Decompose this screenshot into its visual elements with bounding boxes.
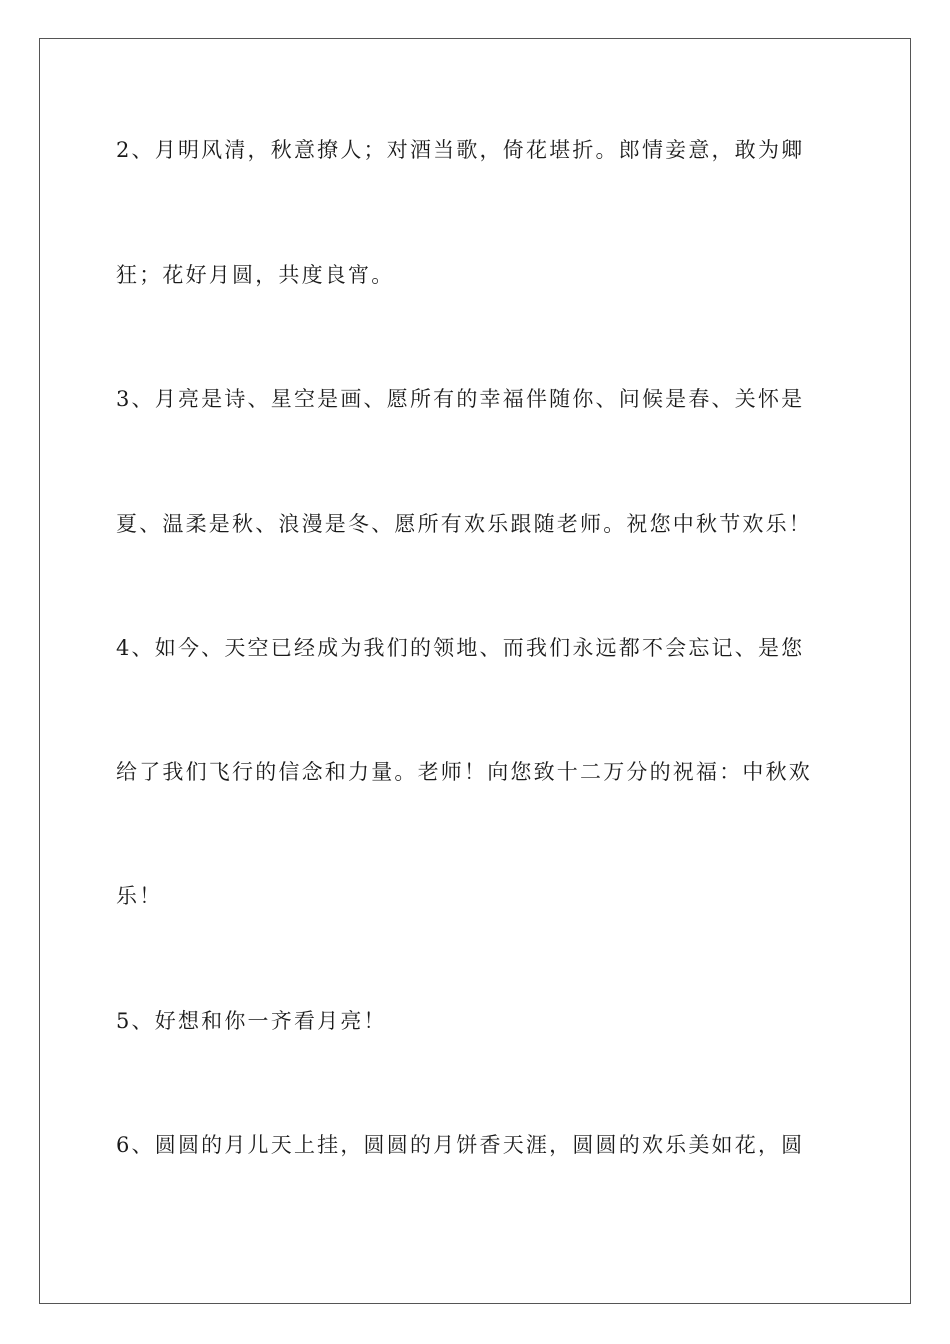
text-line: 乐！	[116, 884, 163, 908]
text-line: 6、圆圆的月儿天上挂，圆圆的月饼香天涯，圆圆的欢乐美如花，圆	[116, 1133, 805, 1157]
text-line: 夏、温柔是秋、浪漫是冬、愿所有欢乐跟随老师。祝您中秋节欢乐！	[116, 512, 812, 536]
text-line: 狂；花好月圆，共度良宵。	[116, 263, 395, 287]
text-line: 5、好想和你一齐看月亮！	[116, 1009, 387, 1033]
text-line: 3、月亮是诗、星空是画、愿所有的幸福伴随你、问候是春、关怀是	[116, 387, 805, 411]
page-border	[39, 38, 911, 1304]
text-line: 2、月明风清，秋意撩人；对酒当歌，倚花堪折。郎情妾意，敢为卿	[116, 138, 805, 162]
text-line: 给了我们飞行的信念和力量。老师！向您致十二万分的祝福：中秋欢	[116, 760, 812, 784]
text-line: 4、如今、天空已经成为我们的领地、而我们永远都不会忘记、是您	[116, 636, 805, 660]
